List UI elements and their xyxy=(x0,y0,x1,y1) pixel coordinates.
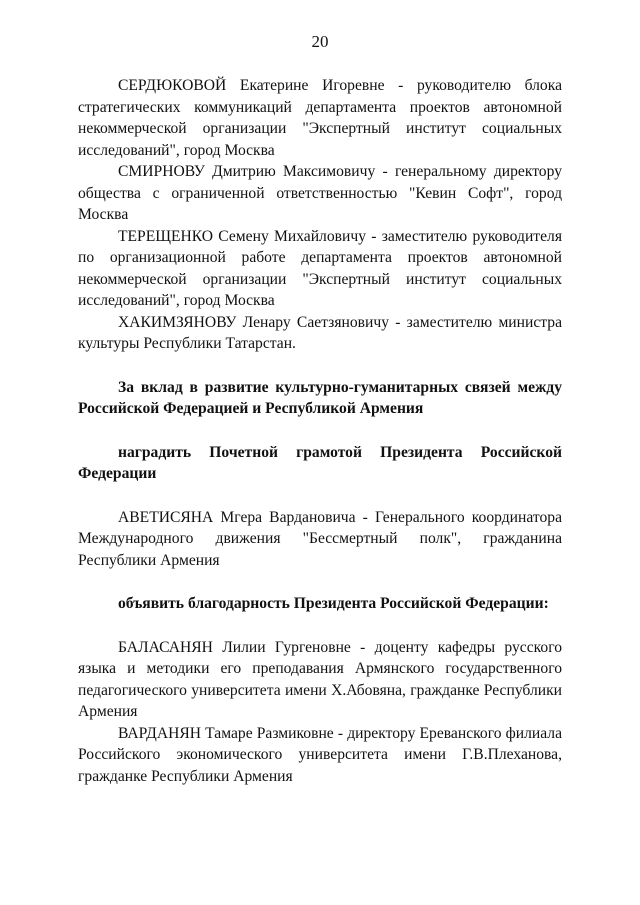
page-number: 20 xyxy=(311,32,329,51)
award-entry-khakimzyanov: ХАКИМЗЯНОВУ Ленару Саетзяновичу - заместителю министра культуры Республики Татарстан. xyxy=(78,313,562,352)
award-type-gratitude: объявить благодарность Президента Российской Федерации: xyxy=(118,595,549,612)
section-heading-armenia: За вклад в развитие культурно-гуманитарных связей между Российской Федерацией и Республикой Армения xyxy=(78,378,562,417)
award-entry-smirnov: СМИРНОВУ Дмитрию Максимовичу - генеральному директору общества с ограниченной ответственностью "Кевин Софт", город Москва xyxy=(78,163,562,223)
award-entry-balasanyan: БАЛАСАНЯН Лилии Гургеновне - доценту кафедры русского языка и методики его преподавания Армянского государственного педагогического университета имени Х.Абовяна, гражданке Республики Армения xyxy=(78,638,562,720)
document-body xyxy=(78,75,562,787)
award-type-certificate: наградить Почетной грамотой Президента Российской Федерации xyxy=(78,443,562,482)
award-entry-tereshchenko: ТЕРЕЩЕНКО Семену Михайловичу - заместителю руководителя по организационной работе департамента проектов автономной некоммерческой организации "Экспертный институт социальных исследований", город Москва xyxy=(78,227,562,309)
award-entry-avetisyan: АВЕТИСЯНА Мгера Вардановича - Генерального координатора Международного движения "Бессмертный полк", гражданина Республики Армения xyxy=(78,508,562,569)
award-entry-vardanyan: ВАРДАНЯН Тамаре Размиковне - директору Ереванского филиала Российского экономического университета имени Г.В.Плеханова, гражданке Республики Армения xyxy=(78,724,562,785)
award-entry-serdyukova: СЕРДЮКОВОЙ Екатерине Игоревне - руководителю блока стратегических коммуникаций департамента проектов автономной некоммерческой организации "Экспертный институт социальных исследований", город Москва xyxy=(78,77,562,159)
